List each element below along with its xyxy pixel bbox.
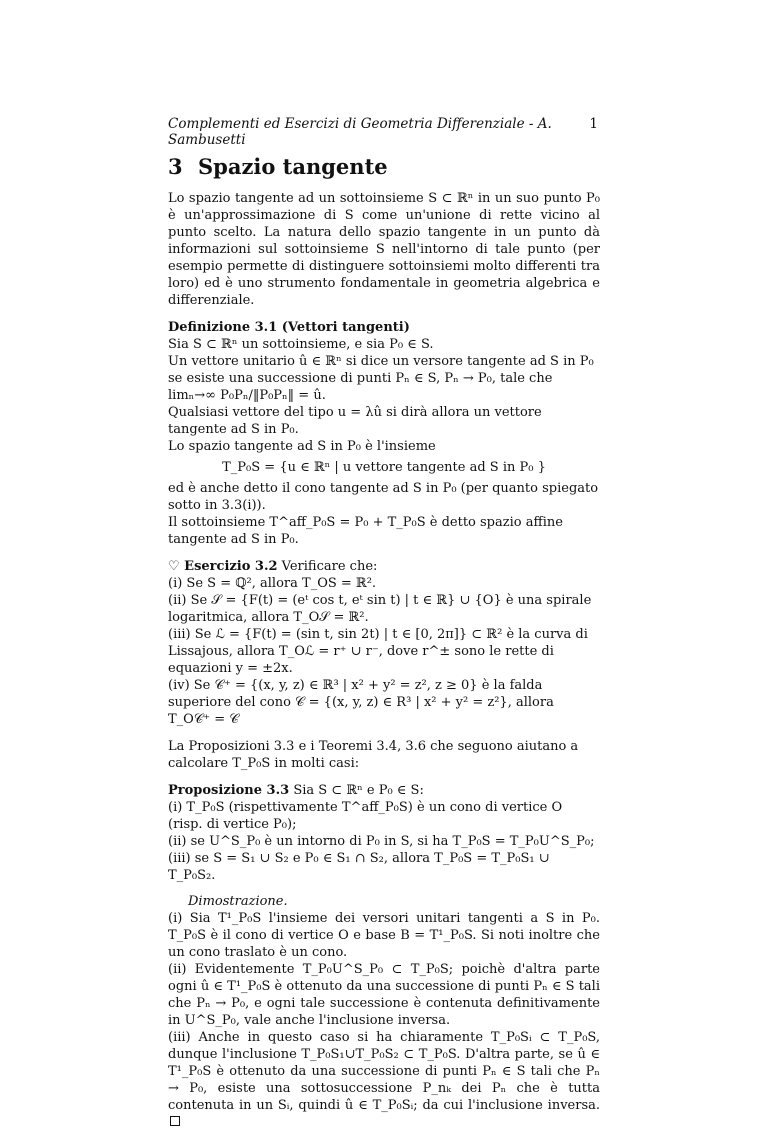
definition-line: Qualsiasi vettore del tipo u = λû si dirà allora un vettore tangente ad S in P₀.: [168, 405, 542, 437]
definition-line: Un vettore unitario û ∈ ℝⁿ si dice un versore tangente ad S in P₀ se esiste una successione di punti Pₙ ∈ S, Pₙ → P₀, tale che limₙ→∞ P₀Pₙ/‖P₀Pₙ‖ = û.: [168, 354, 594, 403]
section-number: 3: [168, 154, 183, 179]
proposition-intro: Sia S ⊂ ℝⁿ e P₀ ∈ S:: [293, 783, 424, 798]
proof-item: (i) Sia T¹_P₀S l'insieme dei versori unitari tangenti a S in P₀. T_P₀S è il cono di vertice O e base B = T¹_P₀S. Si noti inoltre che un cono traslato è un cono.: [168, 911, 600, 960]
exercise-item: (iii) Se ℒ = {F(t) = (sin t, sin 2t) | t ∈ [0, 2π]} ⊂ ℝ² è la curva di Lissajous, allora T_Oℒ = r⁺ ∪ r⁻, dove r^± sono le rette di equazioni y = ±2x.: [168, 627, 588, 676]
proposition-title: Proposizione 3.3: [168, 783, 290, 798]
qed-square-icon: [170, 1116, 180, 1126]
proof-item: [168, 1029, 600, 1131]
exercise-heading: [168, 558, 600, 575]
main-text: [168, 190, 600, 1131]
page-number: 1: [589, 116, 598, 132]
section-title: Spazio tangente: [198, 154, 388, 179]
definition-line: Sia S ⊂ ℝⁿ un sottoinsieme, e sia P₀ ∈ S.: [168, 337, 434, 352]
proposition-item: (i) T_P₀S (rispettivamente T^aff_P₀S) è un cono di vertice O (risp. di vertice P₀);: [168, 800, 563, 832]
definition-formula: T_P₀S = {u ∈ ℝⁿ | u vettore tangente ad S in P₀ }: [222, 460, 546, 475]
running-header: [168, 116, 600, 148]
running-title: Complementi ed Esercizi di Geometria Differenziale - A. Sambusetti: [168, 116, 552, 148]
section-heading: [168, 154, 388, 179]
intro-paragraph: Lo spazio tangente ad un sottoinsieme S ⊂ ℝⁿ in un suo punto P₀ è un'approssimazione di S come un'unione di rette vicino al punto scelto. La natura dello spazio tangente in un punto dà informazioni sul sottoinsieme S nell'intorno di tale punto (per esempio permette di distinguere sottoinsiemi molto differenti tra loro) ed è uno strumento fondamentale in geometria algebrica e differenziale.: [168, 191, 600, 308]
exercise-item: (ii) Se 𝒮 = {F(t) = (eᵗ cos t, eᵗ sin t) | t ∈ ℝ} ∪ {O} è una spirale logaritmica, allora T_O𝒮 = ℝ².: [168, 593, 592, 625]
proof-item: (ii) Evidentemente T_P₀U^S_P₀ ⊂ T_P₀S; poichè d'altra parte ogni û ∈ T¹_P₀S è ottenuto da una successione di punti Pₙ ∈ S tali che Pₙ → P₀, e ogni tale successione è contenuta definitivamente in U^S_P₀, vale anche l'inclusione inversa.: [168, 962, 600, 1028]
definition-title: Definizione 3.1 (Vettori tangenti): [168, 320, 410, 335]
proposition-item: (ii) se U^S_P₀ è un intorno di P₀ in S, si ha T_P₀S = T_P₀U^S_P₀;: [168, 834, 595, 849]
definition-after: ed è anche detto il cono tangente ad S in P₀ (per quanto spiegato sotto in 3.3(i)).: [168, 481, 599, 513]
transition-paragraph: La Proposizioni 3.3 e i Teoremi 3.4, 3.6 che seguono aiutano a calcolare T_P₀S in molti casi:: [168, 739, 579, 771]
proposition-heading: [168, 782, 600, 799]
proof-label: Dimostrazione.: [188, 894, 288, 909]
proof-item-text: (iii) Anche in questo caso si ha chiaramente T_P₀Sᵢ ⊂ T_P₀S, dunque l'inclusione T_P₀S₁∪T_P₀S₂ ⊂ T_P₀S. D'altra parte, se û ∈ T¹_P₀S è ottenuto da una successione di punti Pₙ ∈ S tali che Pₙ → P₀, esiste una sottosuccessione P_nₖ dei Pₙ che è tutta contenuta in un Sᵢ, quindi û ∈ T_P₀Sᵢ; da cui l'inclusione inversa.: [168, 1030, 600, 1113]
exercise-item: (iv) Se 𝒞⁺ = {(x, y, z) ∈ ℝ³ | x² + y² = z², z ≥ 0} è la falda superiore del cono 𝒞 = {(x, y, z) ∈ R³ | x² + y² = z²}, allora T_O𝒞⁺ = 𝒞: [168, 678, 554, 727]
exercise-title: ♡ Esercizio 3.2: [168, 559, 278, 574]
exercise-item: (i) Se S = ℚ², allora T_OS = ℝ².: [168, 576, 377, 591]
exercise-intro: Verificare che:: [281, 559, 378, 574]
definition-line: Lo spazio tangente ad S in P₀ è l'insieme: [168, 439, 436, 454]
definition-after: Il sottoinsieme T^aff_P₀S = P₀ + T_P₀S è detto spazio affine tangente ad S in P₀.: [168, 515, 563, 547]
proposition-item: (iii) se S = S₁ ∪ S₂ e P₀ ∈ S₁ ∩ S₂, allora T_P₀S = T_P₀S₁ ∪ T_P₀S₂.: [168, 851, 550, 883]
